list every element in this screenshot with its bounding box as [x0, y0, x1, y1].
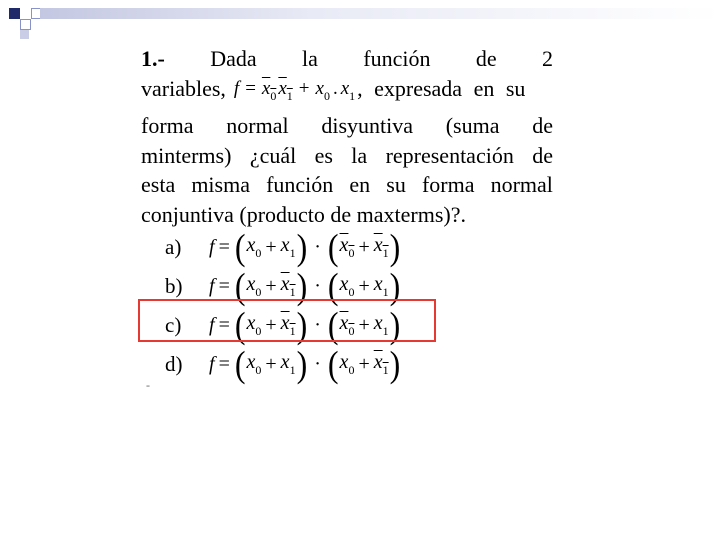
- question-line-2: [141, 74, 553, 112]
- option-c-formula: f = ( $x_0$ + $x_1$ ) · ( $x_0$ + $x_1$ ): [209, 304, 401, 346]
- word: su: [386, 172, 406, 197]
- word: minterms): [141, 142, 232, 168]
- option-b-formula: f = ( $x_0$ + $x_1$ ) · ( $x_0$ + $x_1$ ): [209, 265, 401, 307]
- equals-sign: =: [245, 77, 256, 99]
- question-line-6: [141, 200, 553, 230]
- word: representación: [385, 142, 514, 168]
- question-line-1: [141, 44, 553, 74]
- option-a-formula: f = ( $x_0$ + $x_1$ ) · ( $x_0$ + $x_1$ ): [209, 226, 401, 268]
- f-symbol: f: [233, 77, 240, 99]
- x0-negated: $x_0$: [261, 77, 277, 103]
- word: de: [532, 113, 553, 138]
- x1: $x_1$: [340, 77, 356, 103]
- title-bar-decoration: [40, 8, 720, 19]
- correct-answer-highlight-box: [138, 299, 436, 346]
- word: forma: [141, 113, 194, 138]
- option-d[interactable]: [165, 345, 435, 384]
- word: en: [349, 172, 371, 197]
- corner-square-4: [20, 30, 29, 39]
- word: normal: [226, 113, 289, 138]
- word: es: [314, 142, 333, 168]
- word: 2: [541, 46, 553, 71]
- word: (suma: [445, 113, 500, 138]
- question-line-4: [141, 141, 553, 171]
- option-label: a): [165, 235, 182, 259]
- question-text: [141, 44, 553, 229]
- option-label: c): [165, 313, 182, 337]
- x0: $x_0$: [315, 77, 330, 103]
- plus-sign: +: [298, 77, 310, 99]
- question-number: 1.-: [141, 46, 165, 71]
- word: , expresada en su: [357, 75, 526, 101]
- question-line-5: [141, 170, 553, 200]
- given-function-formula: f = $x_0$ $x_1$ + $x_0$ . $x_1$: [234, 74, 355, 112]
- word: normal: [490, 172, 553, 197]
- word: la: [351, 142, 368, 168]
- x1-negated: $x_1$: [278, 77, 293, 103]
- word: disyuntiva: [321, 113, 413, 138]
- corner-square-2: [20, 19, 31, 30]
- word: esta: [141, 172, 176, 197]
- option-label: b): [165, 274, 183, 298]
- word: la: [302, 46, 318, 71]
- word: conjuntiva (producto de maxterms)?.: [141, 201, 467, 227]
- word: ¿cuál: [249, 142, 297, 168]
- option-label: d): [165, 352, 183, 376]
- stray-mark: -: [146, 378, 150, 392]
- word: de: [475, 46, 497, 71]
- word: Dada: [210, 46, 257, 71]
- word: variables,: [141, 75, 226, 101]
- word: misma: [191, 172, 250, 197]
- word: función: [363, 46, 431, 71]
- option-a[interactable]: [165, 228, 435, 267]
- option-d-formula: f = ( $x_0$ + $x_1$ ) · ( $x_0$ + $x_1$ ): [209, 343, 401, 385]
- corner-square-1: [9, 8, 20, 19]
- word: de: [532, 142, 553, 168]
- word: forma: [421, 172, 475, 197]
- word: función: [266, 172, 334, 197]
- question-line-3: [141, 111, 553, 141]
